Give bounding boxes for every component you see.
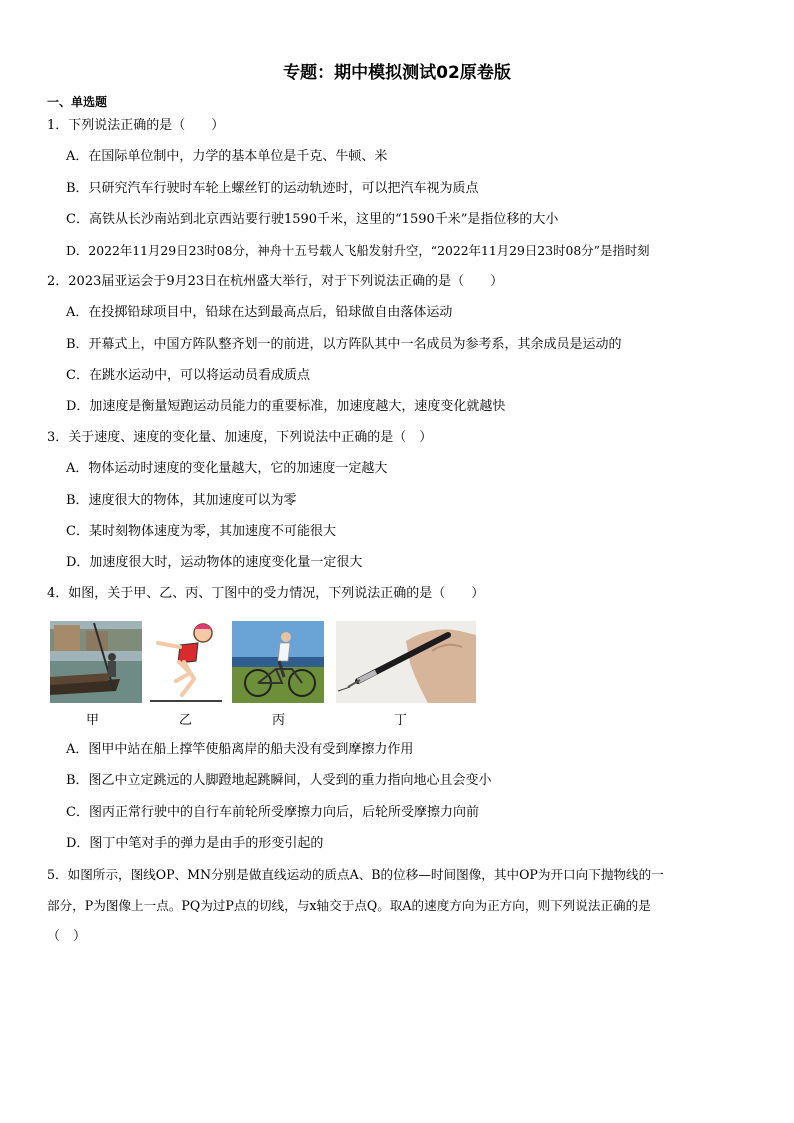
- question-4-stem: 4．如图，关于甲、乙、丙、丁图中的受力情况，下列说法正确的是（ ）: [47, 586, 485, 601]
- question-4-option-c: C．图丙正常行驶中的自行车前轮所受摩擦力向后，后轮所受摩擦力向前: [66, 805, 479, 820]
- question-1-stem: 1．下列说法正确的是（ ）: [47, 118, 225, 133]
- caption-yi: 乙: [179, 713, 193, 728]
- question-3-option-a: A．物体运动时速度的变化量越大，它的加速度一定越大: [66, 461, 388, 476]
- figure-jia-boatman: [50, 621, 142, 703]
- caption-bing: 丙: [272, 713, 286, 728]
- question-2-option-b: B．开幕式上，中国方阵队整齐划一的前进，以方阵队其中一名成员为参考系，其余成员是运动的: [66, 337, 622, 352]
- question-2-option-a: A．在投掷铅球项目中，铅球在达到最高点后，铅球做自由落体运动: [66, 305, 453, 320]
- figure-ding-pen: [336, 621, 476, 703]
- question-1-option-a: A．在国际单位制中，力学的基本单位是千克、牛顿、米: [66, 149, 388, 164]
- question-5-line-2: 部分，P为图像上一点。PQ为过P点的切线，与x轴交于点Q。取A的速度方向为正方向，则下列说法正确的是: [47, 898, 651, 913]
- question-3-option-b: B．速度很大的物体，其加速度可以为零: [66, 493, 297, 508]
- figure-bing-cyclist: [232, 621, 324, 703]
- question-3-stem: 3．关于速度、速度的变化量、加速度，下列说法中正确的是（ ）: [47, 430, 433, 445]
- question-1-option-b: B．只研究汽车行驶时车轮上螺丝钉的运动轨迹时，可以把汽车视为质点: [66, 181, 479, 196]
- section-heading: 一、单选题: [47, 95, 108, 109]
- question-5-line-1: 5．如图所示，图线OP、MN分别是做直线运动的质点A、B的位移—时间图像，其中OP为开口向下抛物线的一: [47, 867, 664, 882]
- question-4-figures: [50, 621, 480, 728]
- question-4-option-a: A．图甲中站在船上撑竿使船离岸的船夫没有受到摩擦力作用: [66, 742, 414, 757]
- question-4-option-b: B．图乙中立定跳远的人脚蹬地起跳瞬间，人受到的重力指向地心且会变小: [66, 773, 492, 788]
- figure-yi-jumper: [150, 621, 222, 703]
- question-2-stem: 2．2023届亚运会于9月23日在杭州盛大举行，对于下列说法正确的是（ ）: [47, 274, 504, 289]
- question-4-option-d: D．图丁中笔对手的弹力是由手的形变引起的: [66, 836, 324, 851]
- caption-jia: 甲: [86, 713, 100, 728]
- question-1-option-c: C．高铁从长沙南站到北京西站要行驶1590千米，这里的“1590千米”是指位移的大小: [66, 212, 559, 227]
- question-1-option-d: D．2022年11月29日23时08分，神舟十五号载人飞船发射升空，“2022年11月29日23时08分”是指时刻: [66, 243, 650, 258]
- caption-ding: 丁: [394, 713, 408, 728]
- question-5-line-3: （ ）: [47, 929, 87, 944]
- question-3-option-c: C．某时刻物体速度为零，其加速度不可能很大: [66, 524, 336, 539]
- question-2-option-d: D．加速度是衡量短跑运动员能力的重要标准，加速度越大，速度变化就越快: [66, 399, 506, 414]
- question-3-option-d: D．加速度很大时，运动物体的速度变化量一定很大: [66, 555, 363, 570]
- question-2-option-c: C．在跳水运动中，可以将运动员看成质点: [66, 368, 310, 383]
- page-title: 专题：期中模拟测试02原卷版: [283, 63, 511, 83]
